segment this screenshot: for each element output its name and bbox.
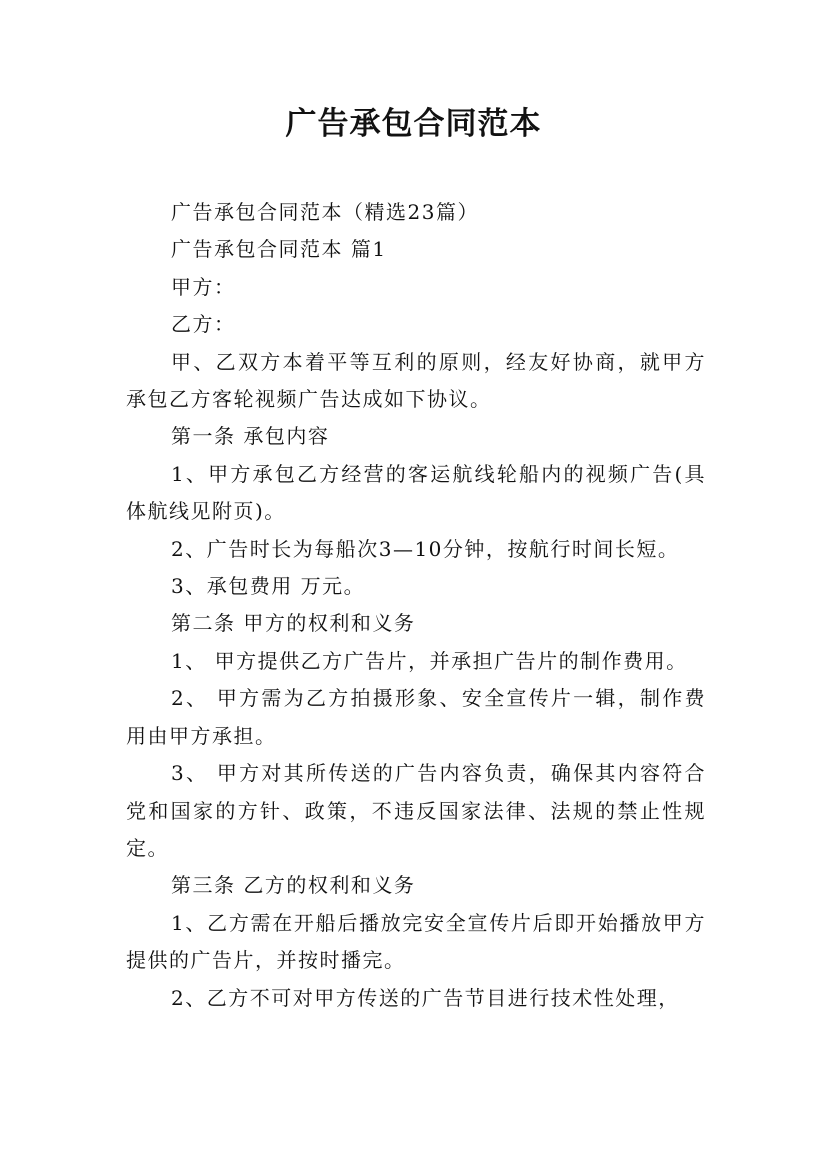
article-1-clause-2: 2、广告时长为每船次3—10分钟，按航行时间长短。 <box>171 536 680 561</box>
article-3-clause-2: 2、乙方不可对甲方传送的广告节目进行技术性处理， <box>171 985 680 1010</box>
paragraph-party-a: 甲方： <box>171 274 236 299</box>
article-2-clause-1: 1、 甲方提供乙方广告片，并承担广告片的制作费用。 <box>171 648 688 673</box>
article-3-clause-1: 1、乙方需在开船后播放完安全宣传片后即开始播放甲方提供的广告片，并按时播完。 <box>126 910 706 973</box>
article-1-clause-3: 3、承包费用 万元。 <box>171 574 366 599</box>
paragraph-subtitle: 广告承包合同范本（精选23篇） <box>171 200 479 224</box>
paragraph-section-heading: 广告承包合同范本 篇1 <box>171 237 387 262</box>
article-3-heading: 第三条 乙方的权利和义务 <box>171 873 416 898</box>
paragraph-party-b: 乙方： <box>171 312 236 337</box>
article-1-clause-1: 1、甲方承包乙方经营的客运航线轮船内的视频广告(具体航线见附页)。 <box>126 461 706 524</box>
article-2-clause-2: 2、 甲方需为乙方拍摄形象、安全宣传片一辑，制作费用由甲方承担。 <box>126 686 706 748</box>
document-body <box>126 194 706 1017</box>
article-2-heading: 第二条 甲方的权利和义务 <box>171 611 416 636</box>
document-title: 广告承包合同范本 <box>285 106 542 142</box>
paragraph-preamble: 甲、乙双方本着平等互利的原则，经友好协商，就甲方承包乙方客轮视频广告达成如下协议。 <box>126 349 706 412</box>
article-2-clause-3: 3、 甲方对其所传送的广告内容负责，确保其内容符合党和国家的方针、政策，不违反国家法律、法规的禁止性规定。 <box>126 761 706 860</box>
article-1-heading: 第一条 承包内容 <box>171 424 330 449</box>
